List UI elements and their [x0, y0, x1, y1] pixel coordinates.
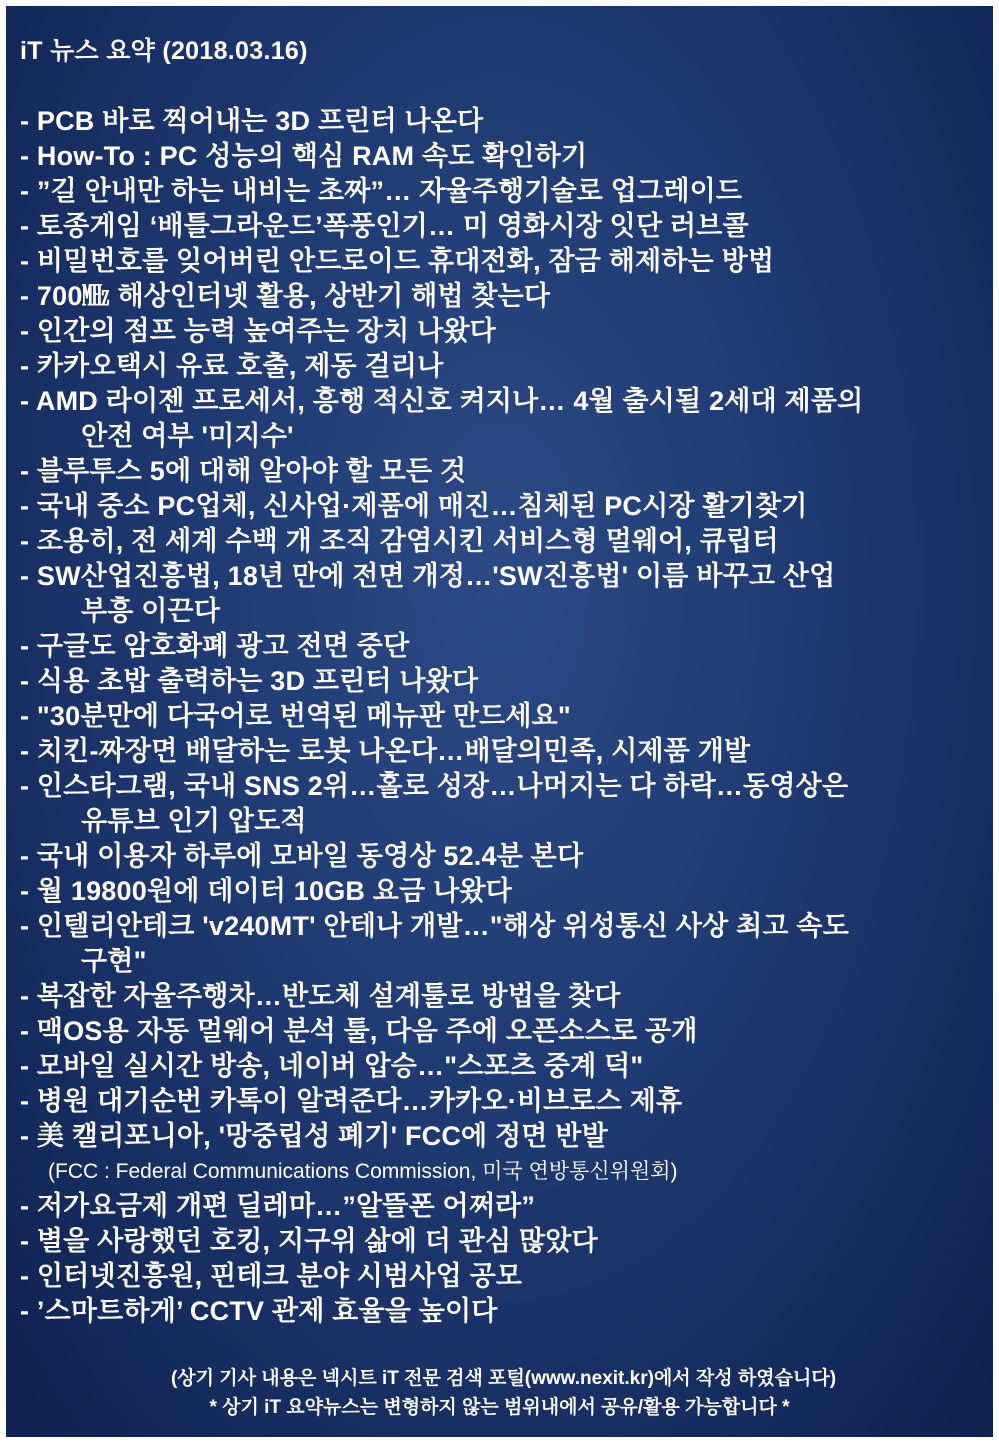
news-headline: - PCB 바로 찍어내는 3D 프린터 나온다	[20, 106, 484, 136]
news-item	[20, 874, 985, 909]
news-item	[20, 244, 985, 279]
news-item	[20, 979, 985, 1014]
news-headline: - 토종게임 ‘배틀그라운드’폭풍인기… 미 영화시장 잇단 러브콜	[20, 211, 749, 241]
news-headline: - "30분만에 다국어로 번역된 메뉴판 만드세요"	[20, 701, 571, 731]
news-item	[20, 314, 985, 349]
news-headline: - 인스타그램, 국내 SNS 2위…홀로 성장…나머지는 다 하락…동영상은	[20, 771, 849, 801]
news-item	[20, 1294, 985, 1329]
news-headline: - 비밀번호를 잊어버린 안드로이드 휴대전화, 잠금 해제하는 방법	[20, 246, 775, 276]
news-headline-continuation: 구현"	[81, 946, 147, 976]
news-headline: - 저가요금제 개편 딜레마…”알뜰폰 어쩌라”	[20, 1191, 536, 1221]
news-item	[20, 769, 985, 839]
news-item	[20, 104, 985, 139]
news-item	[20, 139, 985, 174]
news-headline: - 복잡한 자율주행차…반도체 설계툴로 방법을 찾다	[20, 981, 621, 1011]
usage-notice: * 상기 iT 요약뉴스는 변형하지 않는 범위내에서 공유/활용 가능합니다 *	[209, 1397, 790, 1418]
news-item	[20, 1084, 985, 1119]
news-headline: - 국내 중소 PC업체, 신사업·제품에 매진…침체된 PC시장 활기찾기	[20, 491, 808, 521]
news-headline: - 국내 이용자 하루에 모바일 동영상 52.4분 본다	[20, 841, 584, 871]
news-item	[20, 664, 985, 699]
news-headline: - ”길 안내만 하는 내비는 초짜”… 자율주행기술로 업그레이드	[20, 176, 743, 206]
news-headline-continuation: 부흥 이끈다	[81, 596, 221, 626]
news-item	[20, 209, 985, 244]
news-headline: - 카카오택시 유료 호출, 제동 걸리나	[20, 351, 444, 381]
news-summary-slide	[6, 6, 993, 1437]
source-note: (상기 기사 내용은 넥시트 iT 전문 검색 포털(www.nexit.kr)에서 작성 하였습니다)	[170, 1368, 837, 1389]
news-headline: - How-To : PC 성능의 핵심 RAM 속도 확인하기	[20, 141, 588, 171]
news-item	[20, 174, 985, 209]
news-item	[20, 1189, 985, 1224]
news-item	[20, 699, 985, 734]
news-list	[20, 104, 985, 1329]
news-item	[20, 454, 985, 489]
news-headline: - 병원 대기순번 카톡이 알려준다…카카오·비브로스 제휴	[20, 1086, 683, 1116]
news-headline: - 700㎒ 해상인터넷 활용, 상반기 해법 찾는다	[20, 281, 551, 311]
news-headline: - 조용히, 전 세계 수백 개 조직 감염시킨 서비스형 멀웨어, 큐립터	[20, 526, 779, 556]
page-title: iT 뉴스 요약 (2018.03.16)	[20, 37, 308, 65]
news-item	[20, 559, 985, 629]
news-headline: - 맥OS용 자동 멀웨어 분석 툴, 다음 주에 오픈소스로 공개	[20, 1016, 698, 1046]
news-item	[20, 349, 985, 384]
news-headline: - 모바일 실시간 방송, 네이버 압승…"스포츠 중계 덕"	[20, 1051, 644, 1081]
news-item	[20, 524, 985, 559]
news-headline: - 치킨-짜장면 배달하는 로봇 나온다…배달의민족, 시제품 개발	[20, 736, 751, 766]
news-item	[20, 1224, 985, 1259]
news-item	[20, 839, 985, 874]
news-headline: - 인간의 점프 능력 높여주는 장치 나왔다	[20, 316, 496, 346]
news-item	[20, 489, 985, 524]
news-item	[20, 1259, 985, 1294]
news-headline: - 美 캘리포니아, '망중립성 폐기' FCC에 정면 반발	[20, 1121, 608, 1151]
news-headline: - AMD 라이젠 프로세서, 흥행 적신호 켜지나… 4월 출시될 2세대 제품의	[20, 386, 864, 416]
news-headline: - 구글도 암호화폐 광고 전면 중단	[20, 631, 410, 661]
news-headline: - 별을 사랑했던 호킹, 지구위 삶에 더 관심 많았다	[20, 1226, 598, 1256]
news-item	[20, 1049, 985, 1084]
news-item	[20, 629, 985, 664]
news-item	[20, 909, 985, 979]
news-headline: - 인터넷진흥원, 핀테크 분야 시범사업 공모	[20, 1261, 523, 1291]
news-footnote: (FCC : Federal Communications Commission, 미국 연방통신위원회)	[48, 1160, 678, 1183]
news-headline: - ’스마트하게’ CCTV 관제 효율을 높이다	[20, 1296, 498, 1326]
news-headline: - 블루투스 5에 대해 알아야 할 모든 것	[20, 456, 467, 486]
news-headline: - 인텔리안테크 'v240MT' 안테나 개발…"해상 위성통신 사상 최고 속도	[20, 911, 849, 941]
news-headline-continuation: 유튜브 인기 압도적	[81, 806, 307, 836]
news-headline-continuation: 안전 여부 '미지수'	[81, 421, 294, 451]
news-item	[20, 1119, 985, 1154]
news-headline: - 식용 초밥 출력하는 3D 프린터 나왔다	[20, 666, 479, 696]
news-item	[20, 279, 985, 314]
news-headline: - SW산업진흥법, 18년 만에 전면 개정…'SW진흥법' 이름 바꾸고 산업	[20, 561, 836, 591]
news-item	[20, 384, 985, 454]
news-item	[20, 1014, 985, 1049]
news-item	[20, 734, 985, 769]
news-headline: - 월 19800원에 데이터 10GB 요금 나왔다	[20, 876, 512, 906]
